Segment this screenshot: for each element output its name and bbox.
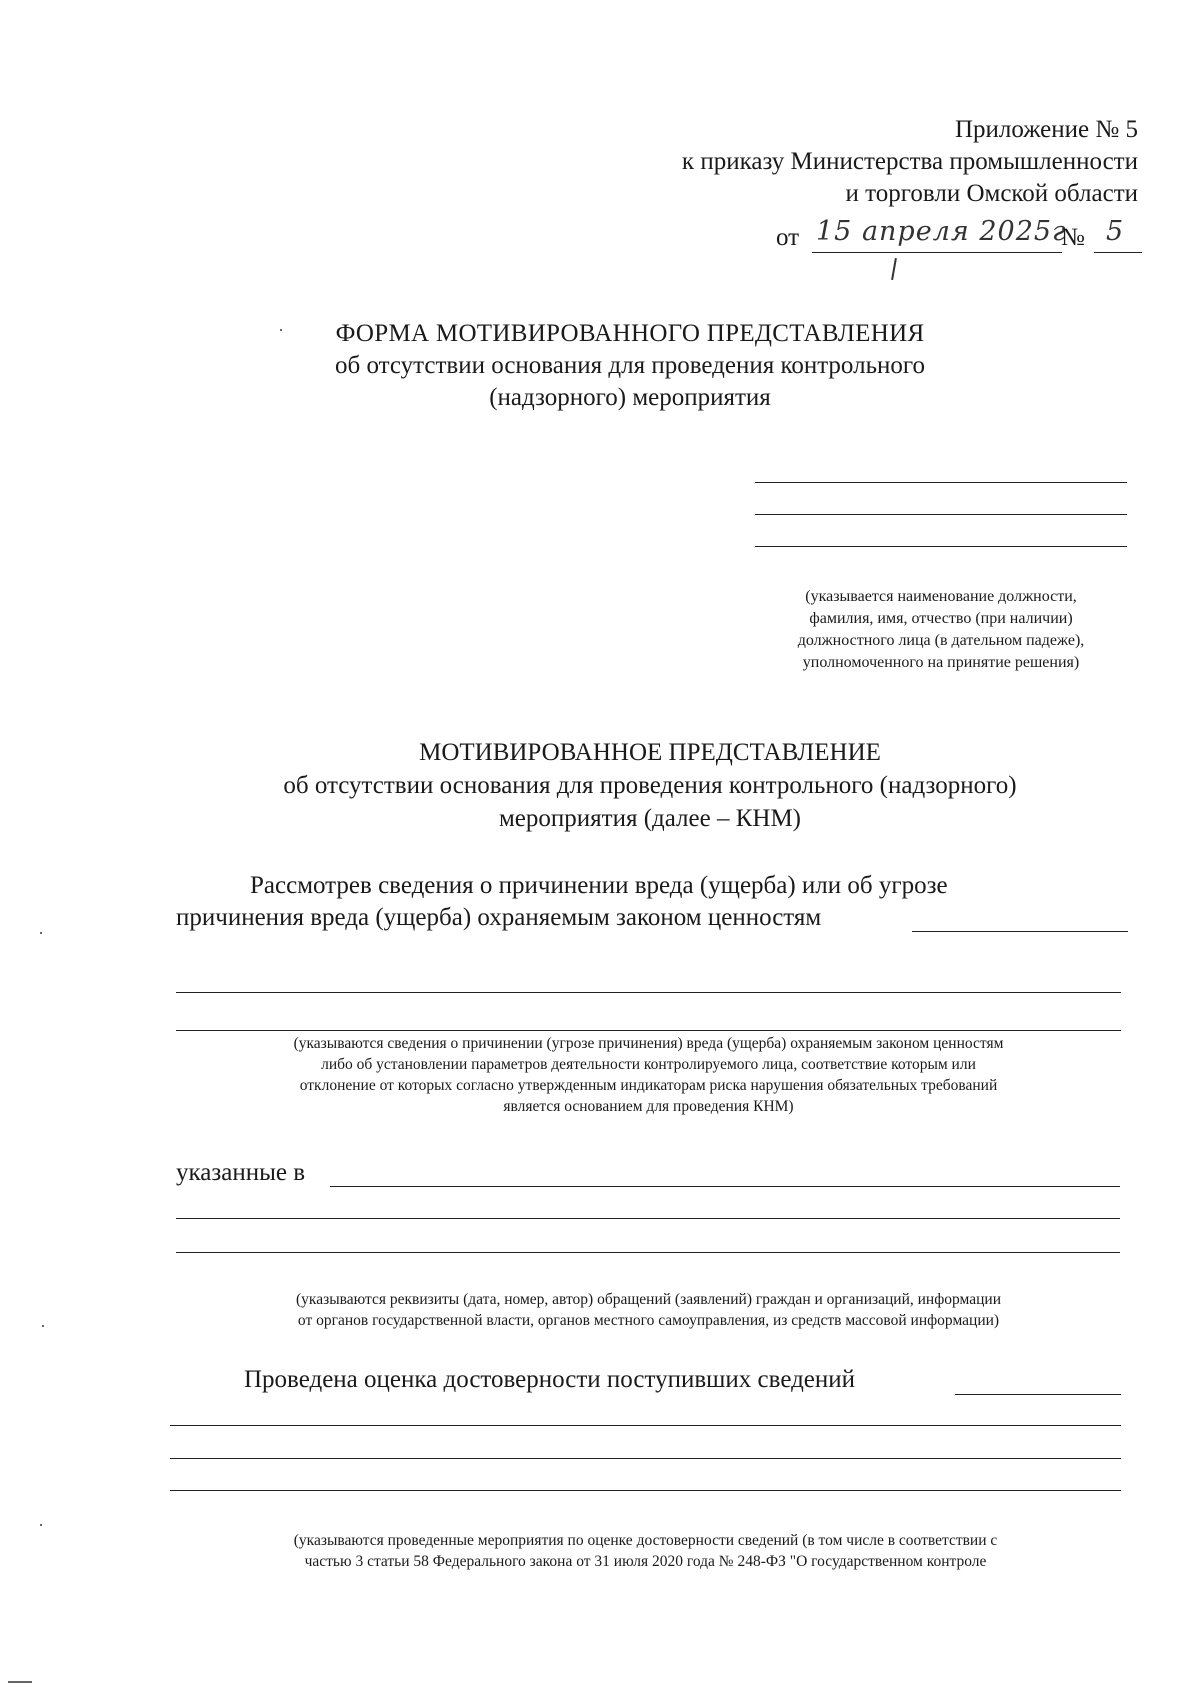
addressee-line-1 xyxy=(755,482,1127,483)
values-blank-inline xyxy=(912,931,1128,932)
ink-stroke xyxy=(891,258,896,280)
addressee-line-2 xyxy=(755,514,1127,515)
reliability-hint xyxy=(170,1530,1121,1572)
reliability-blank-line-3 xyxy=(170,1490,1121,1491)
document-title-sub2: мероприятия (далее – КНМ) xyxy=(498,805,802,832)
harm-info-hint xyxy=(176,1033,1121,1117)
scan-speck xyxy=(40,932,42,934)
values-blank-line-2 xyxy=(176,1030,1121,1031)
sources-hint-line-2: от органов государственной власти, органов местного самоуправления, из средств массовой информации) xyxy=(297,1312,1000,1329)
number-underline xyxy=(1094,252,1142,253)
addressee-hint-line-1: (указывается наименование должности, xyxy=(805,588,1077,605)
values-blank-line-1 xyxy=(176,992,1121,993)
reliability-blank-line-1 xyxy=(170,1425,1121,1426)
reliability-assessment-text: Проведена оценка достоверности поступивших сведений xyxy=(244,1366,856,1393)
scan-speck xyxy=(40,1524,42,1526)
paragraph-considered-line-2: причинения вреда (ущерба) охраняемым законом ценностям xyxy=(176,904,822,931)
date-underline xyxy=(812,252,1062,253)
document-title xyxy=(160,736,1140,835)
reliability-hint-line-2: частью 3 статьи 58 Федерального закона от 31 июля 2020 года № 248-ФЗ "О государственном контроле xyxy=(304,1553,987,1570)
addressee-hint xyxy=(750,586,1132,674)
sources-hint xyxy=(176,1289,1121,1331)
paragraph-considered-line-1: Рассмотрев сведения о причинении вреда (ущерба) или об угрозе xyxy=(250,872,948,899)
sources-hint-line-1: (указываются реквизиты (дата, номер, автор) обращений (заявлений) граждан и организаций, информации xyxy=(296,1291,1001,1308)
appendix-ministry: и торговли Омской области xyxy=(845,180,1138,207)
form-title-main: ФОРМА МОТИВИРОВАННОГО ПРЕДСТАВЛЕНИЯ xyxy=(335,320,925,347)
sources-blank-inline xyxy=(330,1186,1120,1187)
appendix-number: Приложение № 5 xyxy=(954,116,1138,143)
order-date-line xyxy=(776,210,1146,256)
addressee-line-3 xyxy=(755,546,1127,547)
paragraph-considered xyxy=(176,870,1136,934)
harm-info-hint-line-2: либо об установлении параметров деятельности контролируемого лица, соответствие которым или xyxy=(321,1056,976,1073)
reliability-blank-line-2 xyxy=(170,1458,1121,1459)
addressee-hint-line-2: фамилия, имя, отчество (при наличии) xyxy=(809,610,1073,627)
harm-info-hint-line-4: является основанием для проведения КНМ) xyxy=(503,1098,794,1115)
handwritten-number: 5 xyxy=(1106,216,1124,247)
document-title-sub1: об отсутствии основания для проведения контрольного (надзорного) xyxy=(283,772,1017,799)
number-label: № xyxy=(1061,224,1085,251)
appendix-header xyxy=(538,114,1138,210)
indicated-in-label: указанные в xyxy=(176,1159,306,1186)
date-prefix: от xyxy=(776,224,800,251)
scan-speck xyxy=(8,1681,32,1683)
addressee-hint-line-3: должностного лица (в дательном падеже), xyxy=(797,632,1085,649)
document-title-main: МОТИВИРОВАННОЕ ПРЕДСТАВЛЕНИЕ xyxy=(419,739,881,766)
reliability-hint-line-1: (указываются проведенные мероприятия по оценке достоверности сведений (в том числе в соответствии с xyxy=(293,1532,998,1549)
scan-speck xyxy=(280,329,282,331)
addressee-hint-line-4: уполномоченного на принятие решения) xyxy=(802,654,1080,671)
reliability-blank-inline xyxy=(955,1394,1121,1395)
harm-info-hint-line-1: (указываются сведения о причинении (угрозе причинения) вреда (ущерба) охраняемым законом ценностям xyxy=(293,1035,1004,1052)
appendix-order-ref: к приказу Министерства промышленности xyxy=(681,148,1138,175)
scan-speck xyxy=(42,1325,44,1327)
harm-info-hint-line-3: отклонение от которых согласно утвержденным индикаторам риска нарушения обязательных требований xyxy=(299,1077,998,1094)
handwritten-date: 15 апреля 2025г xyxy=(816,216,1067,247)
form-title xyxy=(250,318,1010,414)
form-title-sub2: (надзорного) мероприятия xyxy=(489,384,771,411)
form-title-sub1: об отсутствии основания для проведения контрольного xyxy=(335,352,925,379)
sources-blank-line-2 xyxy=(176,1252,1120,1253)
sources-blank-line-1 xyxy=(176,1218,1120,1219)
